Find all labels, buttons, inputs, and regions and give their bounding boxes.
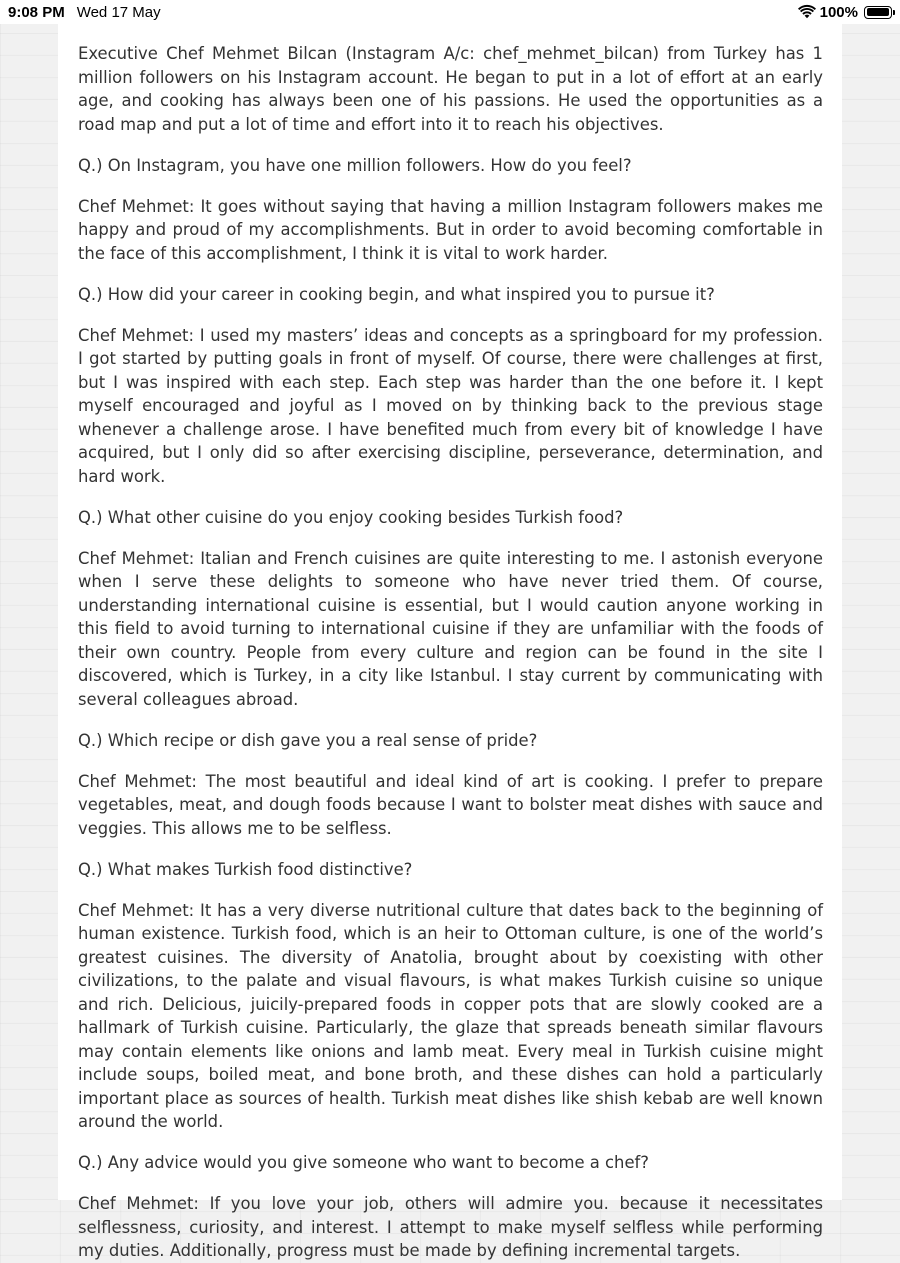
battery-level-fill <box>867 8 889 16</box>
wifi-icon <box>798 5 816 19</box>
interview-question: Q.) Any advice would you give someone who want to become a chef? <box>78 1153 649 1172</box>
interview-question: Q.) On Instagram, you have one million followers. How do you feel? <box>78 155 632 175</box>
status-right <box>798 4 892 21</box>
interview-answer: Executive Chef Mehmet Bilcan (Instagram A/c: chef_mehmet_bilcan) from Turkey has 1 million followers on his Instagram account. He began to put in a lot of effort at an early age, and cooking has always been one of his passions. He used the opportunities as a road map and put a lot of time and effort into it to reach his objectives. <box>78 44 823 134</box>
interview-question: Q.) What makes Turkish food distinctive? <box>78 859 413 879</box>
article-body <box>58 24 842 1263</box>
interview-answer: Chef Mehmet: If you love your job, others will admire you. because it necessitates selflessness, curiosity, and interest. I attempt to make myself selfless while performing my duties. Additionally, progress must be made by defining incremental targets. <box>78 1194 823 1260</box>
status-time: 9:08 PM <box>8 3 65 21</box>
status-left <box>8 4 161 21</box>
battery-percent: 100% <box>819 3 858 21</box>
article-page[interactable] <box>58 24 842 1260</box>
interview-answer: Chef Mehmet: The most beautiful and ideal kind of art is cooking. I prefer to prepare vegetables, meat, and dough foods because I want to bolster meat dishes with sauce and veggies. This allows me to be selfless. <box>78 771 823 838</box>
interview-question: Q.) What other cuisine do you enjoy cooking besides Turkish food? <box>78 507 624 527</box>
interview-answer: Chef Mehmet: It goes without saying that having a million Instagram followers makes me happy and proud of my accomplishments. But in order to avoid becoming comfortable in the face of this accomplishment, I think it is vital to work harder. <box>78 196 823 263</box>
status-bar <box>0 0 900 24</box>
interview-question: Q.) How did your career in cooking begin, and what inspired you to pursue it? <box>78 284 715 304</box>
battery-cap <box>893 10 895 15</box>
battery-icon <box>864 6 892 19</box>
interview-answer: Chef Mehmet: I used my masters’ ideas and concepts as a springboard for my profession. I got started by putting goals in front of myself. Of course, there were challenges at first, but I was inspired with each step. Each step was harder than the one before it. I kept myself encouraged and joyful as I moved on by thinking back to the previous stage whenever a challenge arose. I have benefited much from every bit of knowledge I have acquired, but I only did so after exercising discipline, perseverance, determination, and hard work. <box>78 325 823 486</box>
interview-answer: Chef Mehmet: Italian and French cuisines are quite interesting to me. I astonish everyone when I serve these delights to someone who have never tried them. Of course, understanding international cuisine is essential, but I would caution anyone working in this field to avoid turning to international cuisine if they are unfamiliar with the foods of their own country. People from every culture and region can be found in the site I discovered, which is Turkey, in a city like Istanbul. I stay current by communicating with several colleagues abroad. <box>78 548 823 709</box>
status-date: Wed 17 May <box>76 3 161 21</box>
interview-answer: Chef Mehmet: It has a very diverse nutritional culture that dates back to the beginning of human existence. Turkish food, which is an heir to Ottoman culture, is one of the world’s greatest cuisines. The diversity of Anatolia, brought about by coexisting with other civilizations, to the palate and visual flavours, is what makes Turkish cuisine so unique and rich. Delicious, juicily-prepared foods in copper pots that are slowly cooked are a hallmark of Turkish cuisine. Particularly, the glaze that spreads beneath similar flavours may contain elements like onions and lamb meat. Every meal in Turkish cuisine might include soups, boiled meat, and bone broth, and these dishes can hold a particularly important place as sources of health. Turkish meat dishes like shish kebab are well known around the world. <box>78 900 823 1131</box>
interview-question: Q.) Which recipe or dish gave you a real sense of pride? <box>78 730 538 750</box>
